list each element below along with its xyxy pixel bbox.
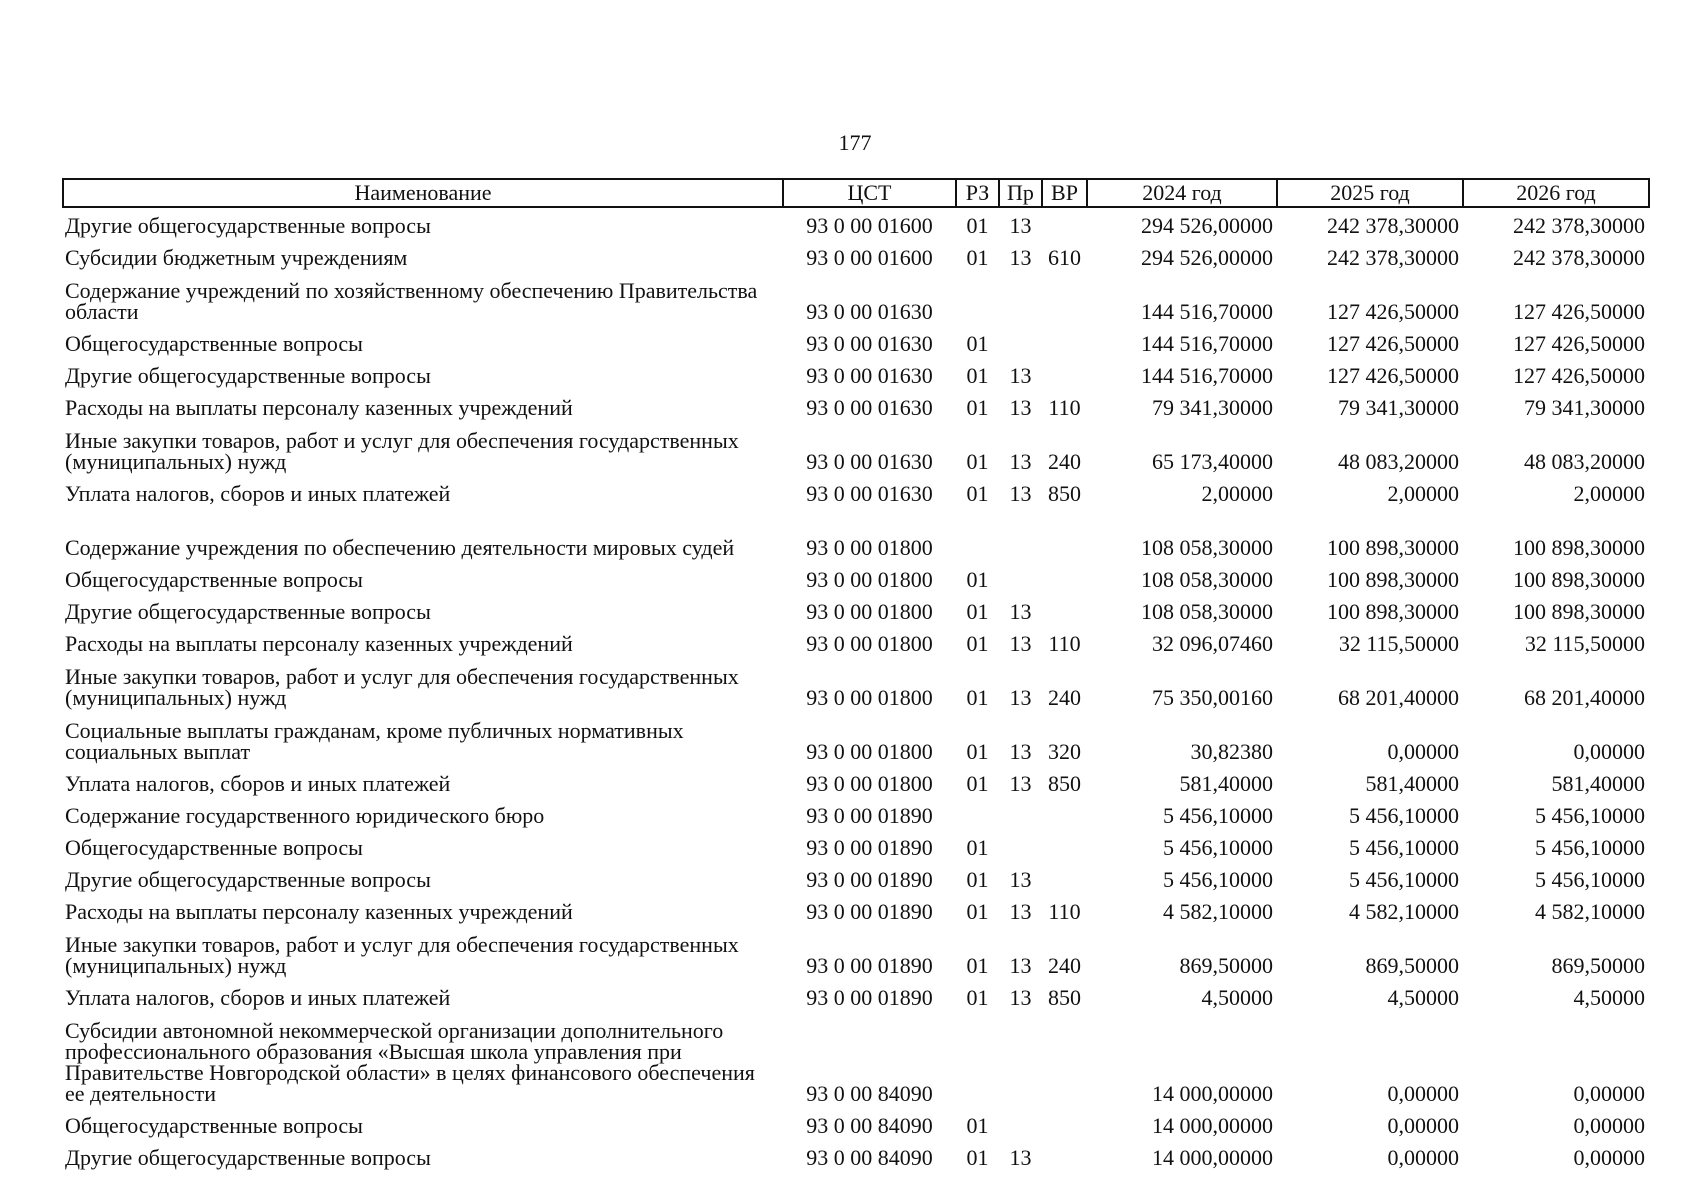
cell-rz: 01	[966, 771, 989, 796]
cell-name: Другие общегосударственные вопросы	[65, 599, 431, 624]
cell-rz: 01	[966, 1145, 989, 1170]
cell-2024: 108 058,30000	[1141, 599, 1273, 624]
cell-pr: 13	[1009, 213, 1032, 238]
table-row	[63, 508, 1649, 562]
table-header-row	[63, 179, 1649, 207]
cell-2024: 108 058,30000	[1141, 567, 1273, 592]
cell-2025: 581,40000	[1365, 771, 1459, 796]
table-row	[63, 894, 1649, 926]
cell-vr: 110	[1048, 899, 1081, 924]
cell-2024: 144 516,70000	[1141, 331, 1273, 356]
cell-cst: 93 0 00 01890	[806, 953, 933, 978]
cell-2024: 65 173,40000	[1152, 449, 1273, 474]
cell-rz: 01	[966, 395, 989, 420]
cell-2025: 100 898,30000	[1327, 599, 1459, 624]
table-row	[63, 358, 1649, 390]
cell-2025: 68 201,40000	[1338, 685, 1459, 710]
cell-pr	[999, 508, 1042, 562]
cell-cst: 93 0 00 01630	[806, 449, 933, 474]
cell-2026: 2,00000	[1573, 481, 1645, 506]
cell-rz: 01	[966, 331, 989, 356]
cell-pr: 13	[1009, 685, 1032, 710]
cell-vr: 110	[1048, 395, 1081, 420]
cell-vr: 240	[1048, 685, 1081, 710]
table-row	[63, 272, 1649, 326]
cell-pr	[999, 798, 1042, 830]
cell-2024: 2,00000	[1201, 481, 1273, 506]
cell-cst: 93 0 00 01890	[806, 899, 933, 924]
table-row	[63, 207, 1649, 240]
cell-vr	[1042, 272, 1087, 326]
cell-rz	[956, 508, 999, 562]
table-row	[63, 626, 1649, 658]
cell-name: Иные закупки товаров, работ и услуг для обеспечения государственных (муниципальных) нужд	[65, 428, 739, 474]
table-row	[63, 798, 1649, 830]
cell-2025: 127 426,50000	[1327, 331, 1459, 356]
cell-2025: 0,00000	[1387, 1081, 1459, 1106]
cell-vr	[1042, 830, 1087, 862]
cell-2025: 0,00000	[1387, 739, 1459, 764]
cell-cst: 93 0 00 01800	[806, 631, 933, 656]
header-pr: Пр	[999, 179, 1042, 207]
cell-pr: 13	[1009, 899, 1032, 924]
cell-2026: 0,00000	[1573, 1081, 1645, 1106]
cell-rz	[956, 1012, 999, 1108]
cell-cst: 93 0 00 01630	[806, 481, 933, 506]
cell-cst: 93 0 00 01800	[806, 771, 933, 796]
cell-2026: 0,00000	[1573, 739, 1645, 764]
cell-name: Другие общегосударственные вопросы	[65, 363, 431, 388]
table-row	[63, 830, 1649, 862]
cell-name: Содержание учреждений по хозяйственному обеспечению Правительства области	[65, 278, 758, 324]
cell-vr: 320	[1048, 739, 1081, 764]
cell-vr	[1042, 798, 1087, 830]
cell-cst: 93 0 00 84090	[806, 1081, 933, 1106]
cell-2026: 581,40000	[1551, 771, 1645, 796]
cell-2026: 68 201,40000	[1524, 685, 1645, 710]
cell-pr: 13	[1009, 599, 1032, 624]
table-row	[63, 862, 1649, 894]
budget-table	[62, 178, 1650, 1172]
cell-vr	[1042, 1012, 1087, 1108]
cell-vr	[1042, 1108, 1087, 1140]
cell-cst: 93 0 00 01800	[806, 567, 933, 592]
cell-2026: 79 341,30000	[1524, 395, 1645, 420]
cell-rz: 01	[966, 245, 989, 270]
cell-vr	[1042, 1140, 1087, 1172]
cell-name: Расходы на выплаты персоналу казенных учреждений	[65, 631, 573, 656]
cell-2025: 242 378,30000	[1327, 245, 1459, 270]
cell-name: Общегосударственные вопросы	[65, 1113, 363, 1138]
cell-cst: 93 0 00 01890	[806, 985, 933, 1010]
cell-pr: 13	[1009, 739, 1032, 764]
cell-2025: 79 341,30000	[1338, 395, 1459, 420]
cell-2024: 108 058,30000	[1141, 535, 1273, 560]
cell-rz: 01	[966, 449, 989, 474]
cell-2024: 4 582,10000	[1163, 899, 1273, 924]
cell-name: Другие общегосударственные вопросы	[65, 213, 431, 238]
cell-2026: 127 426,50000	[1513, 299, 1645, 324]
cell-2026: 100 898,30000	[1513, 535, 1645, 560]
table-row	[63, 658, 1649, 712]
cell-2025: 48 083,20000	[1338, 449, 1459, 474]
cell-2026: 869,50000	[1551, 953, 1645, 978]
header-vr: ВР	[1042, 179, 1087, 207]
cell-2024: 869,50000	[1179, 953, 1273, 978]
cell-vr	[1042, 594, 1087, 626]
cell-name: Содержание учреждения по обеспечению деятельности мировых судей	[65, 535, 735, 560]
cell-2025: 100 898,30000	[1327, 535, 1459, 560]
cell-2025: 127 426,50000	[1327, 363, 1459, 388]
cell-rz	[956, 272, 999, 326]
cell-name: Другие общегосударственные вопросы	[65, 867, 431, 892]
cell-cst: 93 0 00 01600	[806, 213, 933, 238]
cell-2025: 32 115,50000	[1338, 631, 1459, 656]
cell-2025: 0,00000	[1387, 1113, 1459, 1138]
cell-2026: 5 456,10000	[1535, 867, 1645, 892]
cell-rz: 01	[966, 739, 989, 764]
cell-vr	[1042, 862, 1087, 894]
cell-cst: 93 0 00 01630	[806, 395, 933, 420]
cell-cst: 93 0 00 01800	[806, 599, 933, 624]
header-2026: 2026 год	[1463, 179, 1649, 207]
cell-name: Расходы на выплаты персоналу казенных учреждений	[65, 395, 573, 420]
cell-pr	[999, 562, 1042, 594]
cell-2024: 14 000,00000	[1152, 1081, 1273, 1106]
cell-2024: 30,82380	[1190, 739, 1273, 764]
cell-cst: 93 0 00 01890	[806, 835, 933, 860]
header-2024: 2024 год	[1087, 179, 1277, 207]
header-rz: РЗ	[956, 179, 999, 207]
cell-cst: 93 0 00 01800	[806, 535, 933, 560]
cell-pr: 13	[1009, 245, 1032, 270]
cell-2024: 294 526,00000	[1141, 213, 1273, 238]
cell-name: Содержание государственного юридического бюро	[65, 803, 545, 828]
cell-vr	[1042, 562, 1087, 594]
cell-name: Общегосударственные вопросы	[65, 331, 363, 356]
cell-name: Другие общегосударственные вопросы	[65, 1145, 431, 1170]
cell-vr: 850	[1048, 481, 1081, 506]
cell-pr: 13	[1009, 953, 1032, 978]
cell-rz: 01	[966, 985, 989, 1010]
cell-rz: 01	[966, 835, 989, 860]
cell-2026: 127 426,50000	[1513, 363, 1645, 388]
cell-cst: 93 0 00 01630	[806, 299, 933, 324]
cell-cst: 93 0 00 84090	[806, 1145, 933, 1170]
cell-2025: 127 426,50000	[1327, 299, 1459, 324]
cell-name: Субсидии автономной некоммерческой организации дополнительного профессионального образования «Высшая школа управления при Правительстве Новгородской области» в целях финансового обеспечения ее деятельности	[65, 1018, 755, 1106]
cell-cst: 93 0 00 01890	[806, 803, 933, 828]
table-row	[63, 594, 1649, 626]
table-row	[63, 980, 1649, 1012]
cell-pr: 13	[1009, 363, 1032, 388]
cell-2024: 75 350,00160	[1152, 685, 1273, 710]
cell-vr: 610	[1048, 245, 1081, 270]
table-row	[63, 766, 1649, 798]
cell-2024: 294 526,00000	[1141, 245, 1273, 270]
cell-name: Иные закупки товаров, работ и услуг для обеспечения государственных (муниципальных) нужд	[65, 664, 739, 710]
cell-cst: 93 0 00 01630	[806, 363, 933, 388]
table-row	[63, 926, 1649, 980]
cell-pr: 13	[1009, 771, 1032, 796]
cell-name: Уплата налогов, сборов и иных платежей	[65, 771, 451, 796]
cell-2026: 0,00000	[1573, 1113, 1645, 1138]
cell-pr: 13	[1009, 631, 1032, 656]
cell-2026: 242 378,30000	[1513, 245, 1645, 270]
cell-2025: 4,50000	[1387, 985, 1459, 1010]
cell-vr	[1042, 207, 1087, 240]
cell-2025: 869,50000	[1365, 953, 1459, 978]
cell-pr: 13	[1009, 867, 1032, 892]
cell-rz: 01	[966, 599, 989, 624]
cell-2024: 14 000,00000	[1152, 1145, 1273, 1170]
cell-pr: 13	[1009, 449, 1032, 474]
cell-2026: 32 115,50000	[1524, 631, 1645, 656]
cell-2025: 5 456,10000	[1349, 867, 1459, 892]
cell-pr	[999, 326, 1042, 358]
cell-pr	[999, 272, 1042, 326]
cell-2024: 5 456,10000	[1163, 835, 1273, 860]
cell-name: Общегосударственные вопросы	[65, 835, 363, 860]
cell-name: Расходы на выплаты персоналу казенных учреждений	[65, 899, 573, 924]
cell-2024: 581,40000	[1179, 771, 1273, 796]
table-row	[63, 422, 1649, 476]
cell-name: Общегосударственные вопросы	[65, 567, 363, 592]
cell-cst: 93 0 00 01600	[806, 245, 933, 270]
cell-pr: 13	[1009, 395, 1032, 420]
table-row	[63, 1012, 1649, 1108]
cell-2024: 32 096,07460	[1152, 631, 1273, 656]
cell-rz: 01	[966, 213, 989, 238]
cell-vr: 110	[1048, 631, 1081, 656]
cell-2025: 100 898,30000	[1327, 567, 1459, 592]
table-row	[63, 1140, 1649, 1172]
cell-name: Субсидии бюджетным учреждениям	[65, 245, 408, 270]
cell-name: Уплата налогов, сборов и иных платежей	[65, 985, 451, 1010]
cell-2026: 100 898,30000	[1513, 567, 1645, 592]
cell-2026: 4 582,10000	[1535, 899, 1645, 924]
cell-2024: 4,50000	[1201, 985, 1273, 1010]
cell-2026: 48 083,20000	[1524, 449, 1645, 474]
header-cst: ЦСТ	[783, 179, 956, 207]
cell-rz	[956, 798, 999, 830]
cell-rz: 01	[966, 1113, 989, 1138]
cell-vr: 850	[1048, 771, 1081, 796]
cell-pr	[999, 1012, 1042, 1108]
header-name: Наименование	[63, 179, 783, 207]
cell-2026: 4,50000	[1573, 985, 1645, 1010]
cell-2024: 5 456,10000	[1163, 803, 1273, 828]
table-body	[63, 207, 1649, 1172]
cell-2024: 144 516,70000	[1141, 363, 1273, 388]
cell-2024: 14 000,00000	[1152, 1113, 1273, 1138]
cell-vr	[1042, 508, 1087, 562]
cell-2024: 5 456,10000	[1163, 867, 1273, 892]
page-number: 177	[838, 130, 872, 155]
cell-2025: 0,00000	[1387, 1145, 1459, 1170]
cell-cst: 93 0 00 01890	[806, 867, 933, 892]
cell-pr: 13	[1009, 985, 1032, 1010]
cell-vr: 240	[1048, 953, 1081, 978]
cell-2026: 242 378,30000	[1513, 213, 1645, 238]
cell-pr: 13	[1009, 481, 1032, 506]
cell-2026: 5 456,10000	[1535, 835, 1645, 860]
cell-vr: 850	[1048, 985, 1081, 1010]
cell-2025: 242 378,30000	[1327, 213, 1459, 238]
header-2025: 2025 год	[1277, 179, 1463, 207]
cell-2026: 0,00000	[1573, 1145, 1645, 1170]
cell-2024: 79 341,30000	[1152, 395, 1273, 420]
cell-vr	[1042, 326, 1087, 358]
cell-cst: 93 0 00 01800	[806, 739, 933, 764]
cell-rz: 01	[966, 685, 989, 710]
cell-pr: 13	[1009, 1145, 1032, 1170]
cell-2026: 127 426,50000	[1513, 331, 1645, 356]
cell-name: Уплата налогов, сборов и иных платежей	[65, 481, 451, 506]
cell-rz: 01	[966, 363, 989, 388]
cell-rz: 01	[966, 953, 989, 978]
cell-vr	[1042, 358, 1087, 390]
cell-2026: 100 898,30000	[1513, 599, 1645, 624]
cell-2025: 4 582,10000	[1349, 899, 1459, 924]
table-row	[63, 476, 1649, 508]
cell-rz: 01	[966, 567, 989, 592]
cell-name: Социальные выплаты гражданам, кроме публичных нормативных социальных выплат	[65, 718, 684, 764]
cell-2026: 5 456,10000	[1535, 803, 1645, 828]
cell-2025: 5 456,10000	[1349, 803, 1459, 828]
cell-pr	[999, 830, 1042, 862]
cell-rz: 01	[966, 899, 989, 924]
table-row	[63, 390, 1649, 422]
cell-2025: 2,00000	[1387, 481, 1459, 506]
cell-pr	[999, 1108, 1042, 1140]
table-row	[63, 240, 1649, 272]
table-row	[63, 326, 1649, 358]
cell-cst: 93 0 00 01630	[806, 331, 933, 356]
table-row	[63, 712, 1649, 766]
table-row	[63, 562, 1649, 594]
cell-cst: 93 0 00 01800	[806, 685, 933, 710]
cell-rz: 01	[966, 481, 989, 506]
cell-vr: 240	[1048, 449, 1081, 474]
cell-2024: 144 516,70000	[1141, 299, 1273, 324]
cell-cst: 93 0 00 84090	[806, 1113, 933, 1138]
cell-rz: 01	[966, 867, 989, 892]
cell-name: Иные закупки товаров, работ и услуг для обеспечения государственных (муниципальных) нужд	[65, 932, 739, 978]
table-row	[63, 1108, 1649, 1140]
cell-2025: 5 456,10000	[1349, 835, 1459, 860]
cell-rz: 01	[966, 631, 989, 656]
